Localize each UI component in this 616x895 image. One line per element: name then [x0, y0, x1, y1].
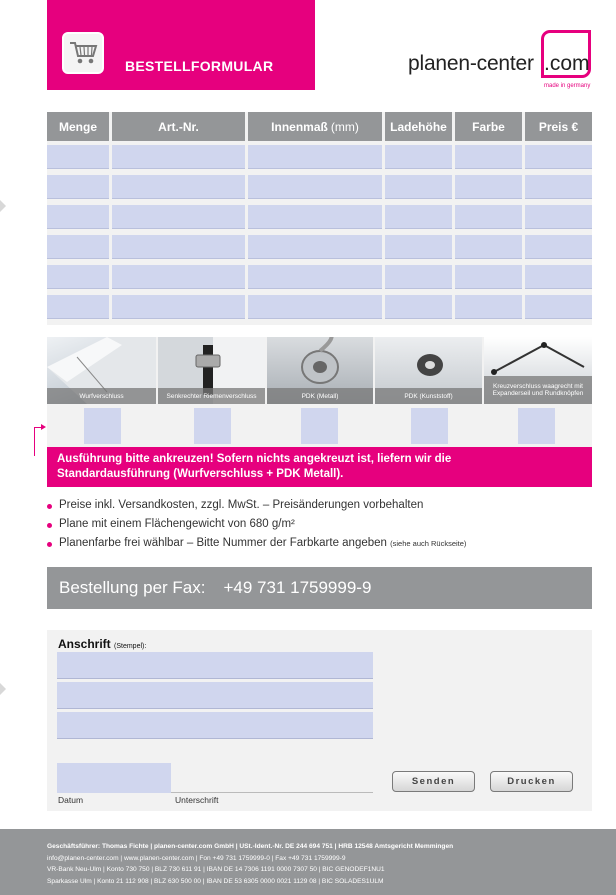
table-input-cell[interactable]: [455, 175, 522, 199]
table-input-cell[interactable]: [525, 265, 592, 289]
table-input-cell[interactable]: [112, 235, 245, 259]
riemenverschluss-photo: [158, 337, 265, 404]
notice-line: Ausführung bitte ankreuzen! Sofern nichts angekreuzt ist, liefern wir die: [57, 453, 452, 465]
logo-name: planen-center: [408, 52, 534, 75]
signature-label: Unterschrift: [175, 795, 219, 805]
fold-mark: [0, 683, 6, 695]
fold-mark: [0, 200, 6, 212]
company-logo: [408, 30, 594, 92]
list-item: Plane mit einem Flächengewicht von 680 g/m²: [47, 518, 592, 537]
table-input-cell[interactable]: [248, 295, 382, 319]
date-label: Datum: [58, 795, 84, 805]
closure-caption: Kreuzverschluss waagrecht mit Expanderseil und Rundknöpfen: [484, 376, 592, 404]
address-field-line1[interactable]: [57, 652, 373, 679]
table-input-cell[interactable]: [47, 145, 109, 169]
logo-tagline: made in germany: [544, 83, 591, 89]
table-input-cell[interactable]: [455, 265, 522, 289]
table-input-cell[interactable]: [525, 295, 592, 319]
arrow-right-icon: [41, 424, 46, 430]
date-field[interactable]: [57, 763, 171, 793]
table-input-cell[interactable]: [455, 295, 522, 319]
table-input-cell[interactable]: [47, 295, 109, 319]
table-input-cell[interactable]: [385, 175, 452, 199]
closure-checkbox-pdk-metall[interactable]: [301, 408, 338, 444]
column-header-menge: Menge: [47, 112, 109, 141]
signature-line[interactable]: [171, 792, 373, 793]
bullet-icon: [47, 504, 52, 509]
list-item: Planenfarbe frei wählbar – Bitte Nummer der Farbkarte angeben (siehe auch Rückseite): [47, 537, 592, 556]
fax-banner: [47, 567, 592, 609]
table-input-cell[interactable]: [455, 235, 522, 259]
column-header-preis: Preis €: [525, 112, 592, 141]
address-label: Anschrift (Stempel):: [58, 637, 147, 651]
table-input-cell[interactable]: [385, 205, 452, 229]
table-input-cell[interactable]: [248, 235, 382, 259]
table-input-cell[interactable]: [47, 235, 109, 259]
bullet-icon: [47, 523, 52, 528]
closure-caption: Senkrechter Riemenverschluss: [158, 388, 265, 404]
table-input-cell[interactable]: [47, 205, 109, 229]
order-table: [47, 112, 592, 325]
logo-domain: .com: [544, 52, 590, 75]
footer-line: info@planen-center.com | www.planen-center.com | Fon +49 731 1759999-0 | Fax +49 731 1759999-9: [47, 854, 346, 862]
footer-line: Sparkasse Ulm | Konto 21 112 908 | BLZ 630 500 00 | IBAN DE 53 6305 0000 0021 1129 08 | BIC SOLADES1ULM: [47, 877, 384, 885]
table-input-cell[interactable]: [47, 265, 109, 289]
fax-label: Bestellung per Fax:: [59, 578, 206, 597]
footer: [0, 829, 616, 895]
table-input-cell[interactable]: [385, 235, 452, 259]
table-input-cell[interactable]: [248, 145, 382, 169]
column-header-farbe: Farbe: [455, 112, 522, 141]
pdk-kunststoff-photo: [375, 337, 482, 404]
table-input-cell[interactable]: [112, 175, 245, 199]
notice-line: Standardausführung (Wurfverschluss + PDK Metall).: [57, 468, 344, 480]
table-input-cell[interactable]: [112, 205, 245, 229]
table-input-cell[interactable]: [385, 265, 452, 289]
address-section: [47, 630, 592, 811]
closure-caption: Wurfverschluss: [47, 388, 156, 404]
kreuzverschluss-photo: [484, 337, 592, 404]
send-button[interactable]: Senden: [392, 771, 475, 792]
address-field-line2[interactable]: [57, 682, 373, 709]
table-input-cell[interactable]: [455, 205, 522, 229]
shopping-cart-icon: [62, 32, 104, 74]
column-header-artnr: Art.-Nr.: [112, 112, 245, 141]
table-input-cell[interactable]: [455, 145, 522, 169]
closure-checkbox-riemenverschluss[interactable]: [194, 408, 231, 444]
print-button[interactable]: Drucken: [490, 771, 573, 792]
closure-checkbox-wurfverschluss[interactable]: [84, 408, 121, 444]
table-input-cell[interactable]: [47, 175, 109, 199]
column-header-ladehoehe: Ladehöhe: [385, 112, 452, 141]
table-input-cell[interactable]: [385, 145, 452, 169]
closure-options: [47, 337, 592, 447]
wurfverschluss-photo: [47, 337, 156, 404]
footer-line: Geschäftsführer: Thomas Fichte | planen-center.com GmbH | USt.-Ident.-Nr. DE 244 694 751 | HRB 12548 Amtsgericht Memmingen: [47, 843, 454, 850]
table-input-cell[interactable]: [248, 175, 382, 199]
selection-notice: [47, 447, 592, 487]
table-input-cell[interactable]: [385, 295, 452, 319]
table-input-cell[interactable]: [112, 295, 245, 319]
column-header-innenmass: Innenmaß (mm): [248, 112, 382, 141]
notice-bracket: [34, 427, 35, 456]
table-input-cell[interactable]: [525, 145, 592, 169]
table-input-cell[interactable]: [525, 175, 592, 199]
bullet-icon: [47, 542, 52, 547]
header-banner: [47, 0, 315, 90]
table-input-cell[interactable]: [525, 205, 592, 229]
page-title: BESTELLFORMULAR: [125, 58, 274, 74]
table-input-cell[interactable]: [112, 265, 245, 289]
info-list: [47, 499, 592, 556]
fax-number: +49 731 1759999-9: [223, 578, 372, 597]
address-field-line3[interactable]: [57, 712, 373, 739]
table-input-cell[interactable]: [112, 145, 245, 169]
closure-caption: PDK (Metall): [267, 388, 373, 404]
table-input-cell[interactable]: [248, 205, 382, 229]
table-input-cell[interactable]: [525, 235, 592, 259]
list-item: Preise inkl. Versandkosten, zzgl. MwSt. – Preisänderungen vorbehalten: [47, 499, 592, 518]
footer-line: VR-Bank Neu-Ulm | Konto 730 750 | BLZ 730 611 91 | IBAN DE 14 7306 1191 0000 7307 50 | BIC GENODEF1NU1: [47, 866, 385, 874]
closure-checkbox-pdk-kunststoff[interactable]: [411, 408, 448, 444]
table-input-cell[interactable]: [248, 265, 382, 289]
pdk-metall-photo: [267, 337, 373, 404]
closure-caption: PDK (Kunststoff): [375, 388, 482, 404]
closure-checkbox-kreuzverschluss[interactable]: [518, 408, 555, 444]
